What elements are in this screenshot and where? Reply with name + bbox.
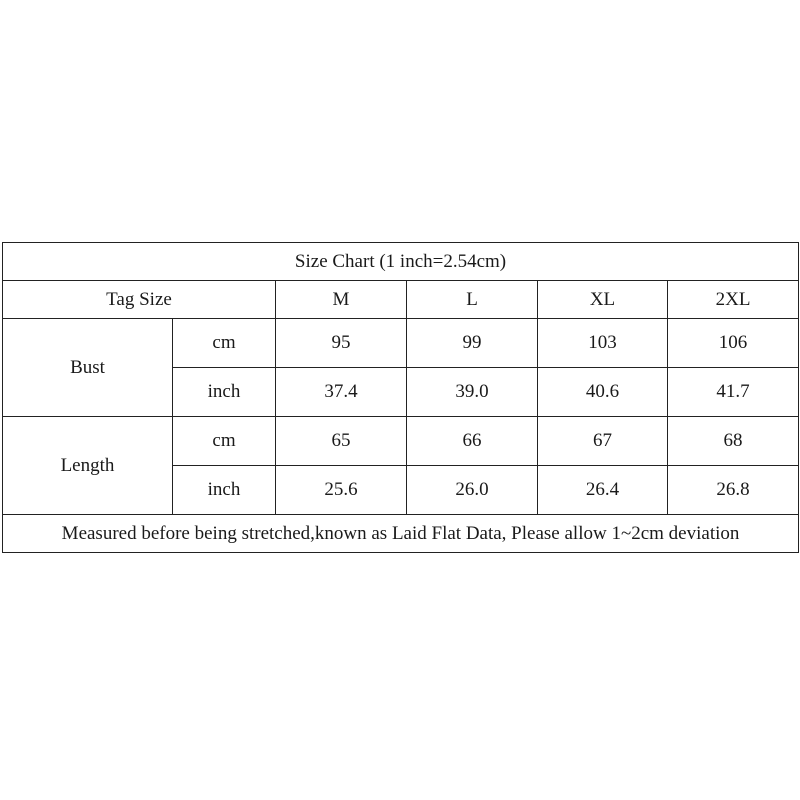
- tag-size-label: Tag Size: [3, 281, 276, 319]
- table-cell: 99: [407, 319, 538, 368]
- footnote-row: [3, 515, 799, 553]
- table-row: [3, 319, 799, 368]
- size-chart-table: [2, 242, 799, 553]
- unit-label: inch: [173, 368, 276, 417]
- header-row: [3, 281, 799, 319]
- table-cell: 26.8: [668, 466, 799, 515]
- unit-label: cm: [173, 319, 276, 368]
- table-cell: 26.0: [407, 466, 538, 515]
- table-cell: 67: [538, 417, 668, 466]
- table-cell: 25.6: [276, 466, 407, 515]
- table-cell: 37.4: [276, 368, 407, 417]
- size-header-l: L: [407, 281, 538, 319]
- title-row: [3, 243, 799, 281]
- unit-label: inch: [173, 466, 276, 515]
- table-cell: 103: [538, 319, 668, 368]
- table-cell: 40.6: [538, 368, 668, 417]
- table-row: [3, 417, 799, 466]
- table-cell: 39.0: [407, 368, 538, 417]
- unit-label: cm: [173, 417, 276, 466]
- table-cell: 106: [668, 319, 799, 368]
- measure-label-bust: Bust: [3, 319, 173, 417]
- size-header-2xl: 2XL: [668, 281, 799, 319]
- table-cell: 26.4: [538, 466, 668, 515]
- table-cell: 41.7: [668, 368, 799, 417]
- measure-label-length: Length: [3, 417, 173, 515]
- chart-title: Size Chart (1 inch=2.54cm): [3, 243, 799, 281]
- table-cell: 66: [407, 417, 538, 466]
- table-cell: 68: [668, 417, 799, 466]
- size-header-xl: XL: [538, 281, 668, 319]
- table-cell: 65: [276, 417, 407, 466]
- table-cell: 95: [276, 319, 407, 368]
- footnote: Measured before being stretched,known as Laid Flat Data, Please allow 1~2cm deviation: [3, 515, 799, 553]
- size-header-m: M: [276, 281, 407, 319]
